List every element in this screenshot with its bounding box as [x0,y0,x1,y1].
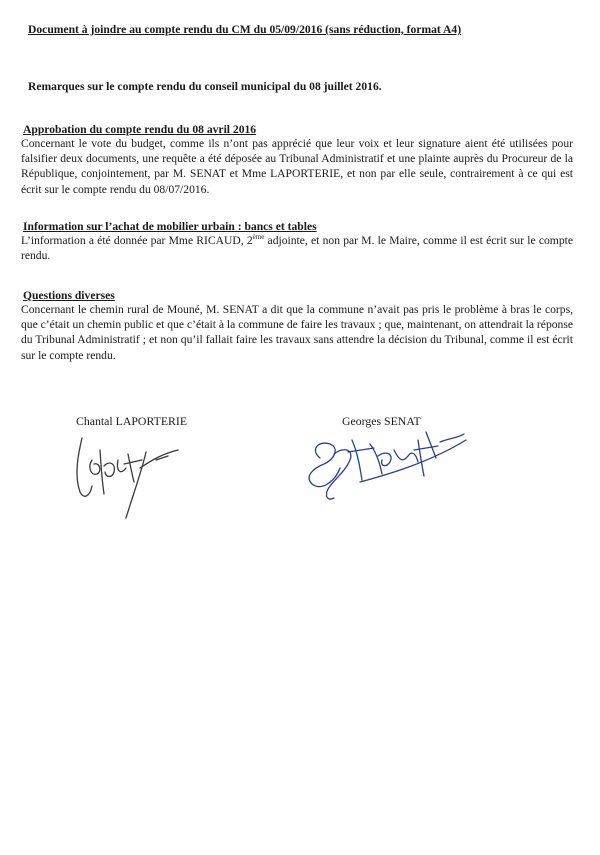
remarks-title: Remarques sur le compte rendu du conseil municipal du 08 juillet 2016. [28,80,382,93]
ordinal-suffix: ème [252,233,265,242]
section-title-mobilier: Information sur l’achat de mobilier urbain : bancs et tables [23,220,317,233]
signature-laporterie [60,430,200,530]
section-title-questions: Questions diverses [23,289,115,302]
section-body-mobilier-text: L’information a été donnée par Mme RICAUD, 2 [21,234,253,247]
section-body-questions: Concernant le chemin rural de Mouné, M. SENAT a dit que la commune n’avait pas pris le problème à bras le corps, que c’était un chemin public et que c’était à la commune de faire les travaux ; que, maintenant, on attendrait la réponse du Tribunal Administratif ; et non qu’il fallait faire les travaux sans attendre la décision du Tribunal, comme il est écrit sur le compte rendu. [21,303,573,362]
section-body-approbation: Concernant le vote du budget, comme ils n’ont pas apprécié que leur voix et leur signature aient été utilisées pour falsifier deux documents, une requête a été déposée au Tribunal Administratif et une plainte auprès du Procureur de la République, conjointement, par M. SENAT et Mme LAPORTERIE, et non par elle seule, contrairement à ce qui est écrit sur le compte rendu du 08/07/2016. [21,137,573,196]
signature-senat [290,410,480,510]
signatory-name-senat: Georges SENAT [342,414,421,428]
signatory-name-laporterie: Chantal LAPORTERIE [76,414,188,428]
section-title-approbation: Approbation du compte rendu du 08 avril 2016 [23,123,257,136]
section-body-mobilier [21,233,573,263]
document-header: Document à joindre au compte rendu du CM du 05/09/2016 (sans réduction, format A4) [28,23,462,36]
section-body-mobilier-text-end: adjointe, et non par M. le Maire, comme il est écrit sur le compte rendu. [21,234,573,263]
